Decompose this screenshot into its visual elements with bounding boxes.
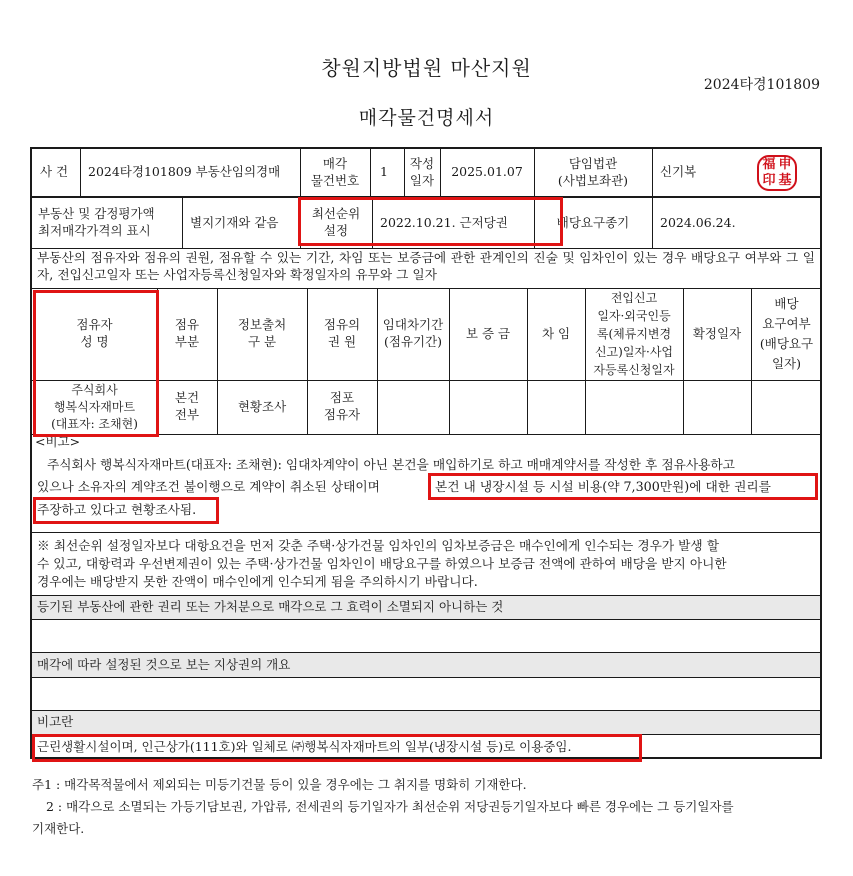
header-move-in-date: 전입신고 일자·외국인등 록(체류지변경 신고)일자·사업 자등록신청일자 (593, 291, 675, 377)
remarks-section-heading: 비고란 (37, 714, 74, 730)
notice-line-1: ※ 최선순위 설정일자보다 대항요건을 먼저 갖춘 주택·상가건물 임차인의 임차보증금은 매수인에게 인수되는 경우가 발생 할 (37, 538, 719, 553)
occupancy-title: 점포 점유자 (323, 390, 361, 422)
item-number-value: 1 (380, 164, 388, 180)
date-value: 2025.01.07 (451, 164, 523, 180)
highlight-occupant (33, 290, 159, 437)
highlight-remarks-2 (33, 497, 219, 524)
specification-sheet (30, 147, 822, 759)
header-rent: 차 임 (541, 325, 571, 341)
court-name: 창원지방법원 마산지원 (321, 56, 532, 80)
senior-right-value: 2022.10.21. 근저당권 (380, 214, 508, 230)
remarks-section-value: 근린생활시설이며, 인근상가(111호)와 일체로 ㈜행복식자재마트의 일부(냉장시설 등)로 이용중임. (37, 738, 572, 754)
judge-name: 신기복 (660, 164, 697, 180)
header-source: 정보출처 구 분 (237, 317, 287, 349)
item-number-label: 매각 물건번호 (310, 155, 360, 188)
footnote-2: 2 : 매각으로 소멸되는 가등기담보권, 가압류, 전세권의 등기일자가 최선순위 저당권등기일자보다 빠른 경우에는 그 등기일자를 (46, 799, 734, 814)
header-fixed-date: 확정일자 (692, 325, 742, 341)
header-title: 점유의 권 원 (323, 317, 361, 349)
highlight-bigo (32, 734, 642, 762)
remarks-line-1: 주식회사 행복식자재마트(대표자: 조채현): 임대차계약이 아닌 본건을 매입하기로 하고 매매계약서를 작성한 후 점유사용하고 (47, 457, 735, 472)
occupant-name: 주식회사 행복식자재마트 (대표자: 조채현) (51, 382, 138, 431)
footnote-1: 주1 : 매각목적물에서 제외되는 미등기건물 등이 있을 경우에는 그 취지를 명화히 기재한다. (32, 777, 527, 792)
dividend-deadline-label: 배당요구종기 (556, 214, 630, 230)
surface-rights-value (32, 678, 820, 708)
footnote-2-continued: 기재한다. (32, 821, 85, 836)
senior-right-label: 최선순위 설정 (311, 206, 361, 238)
case-number: 2024타경101809 (703, 77, 820, 93)
highlight-remarks-1 (428, 473, 818, 500)
header-occupant: 점유자 성 명 (76, 317, 113, 349)
notice-line-2: 수 있고, 대항력과 우선변제권이 있는 주택·상가건물 임차인이 배당요구를 하였으나 보증금 전액에 관하여 배당을 받지 아니한 (37, 556, 727, 571)
dividend-deadline-value: 2024.06.24. (660, 214, 736, 230)
registered-rights-heading: 등기된 부동산에 관한 권리 또는 가처분으로 매각으로 그 효력이 소멸되지 아니하는 것 (37, 598, 504, 614)
remarks-label: <비고> (35, 434, 81, 449)
judge-label: 담임법관 (사법보좌관) (557, 155, 629, 188)
remarks-highlight-1: 본건 내 냉장시설 등 시설 비용(약 7,300만원)에 대한 권리를 (435, 479, 771, 494)
date-label: 작성 일자 (409, 155, 435, 188)
info-source: 현황조사 (237, 398, 287, 414)
header-lease-period: 임대차기간 (점유기간) (382, 317, 444, 349)
registered-rights-value (32, 620, 820, 650)
case-label: 사 건 (40, 164, 69, 180)
header-part: 점유 부분 (174, 317, 200, 349)
occupancy-description: 부동산의 점유자와 점유의 권원, 점유할 수 있는 기간, 차임 또는 보증금에 관한 관계인의 진술 및 임차인이 있는 경우 배당요구 여부와 그 일자, 전입신고일자 또는 사업자등록신청일자와 확정일자의 유무와 그 일자 (37, 250, 815, 282)
highlight-senior-right (298, 197, 563, 246)
header-dividend-request: 배당 요구여부 (배당요구 일자) (759, 296, 814, 371)
remarks-highlight-2: 주장하고 있다고 현황조사됨. (37, 502, 197, 517)
notice-line-3: 경우에는 배당받지 못한 잔액이 매수인에게 인수되게 됨을 주의하시기 바랍니다. (37, 574, 478, 589)
surface-rights-heading: 매각에 따라 설정된 것으로 보는 지상권의 개요 (37, 656, 291, 672)
property-label: 부동산 및 감정평가액 최저매각가격의 표시 (38, 206, 155, 238)
remarks-line-2: 있으나 소유자의 계약조건 불이행으로 계약이 취소된 상태이며 (37, 479, 380, 494)
document-title: 매각물건명세서 (358, 107, 495, 129)
case-value: 2024타경101809 부동산임의경매 (88, 164, 281, 180)
judge-seal: 福 申 印 基 (757, 155, 797, 191)
occupied-part: 본건 전부 (174, 390, 200, 422)
header-deposit: 보 증 금 (465, 325, 511, 341)
property-value: 별지기재와 같음 (190, 214, 279, 230)
